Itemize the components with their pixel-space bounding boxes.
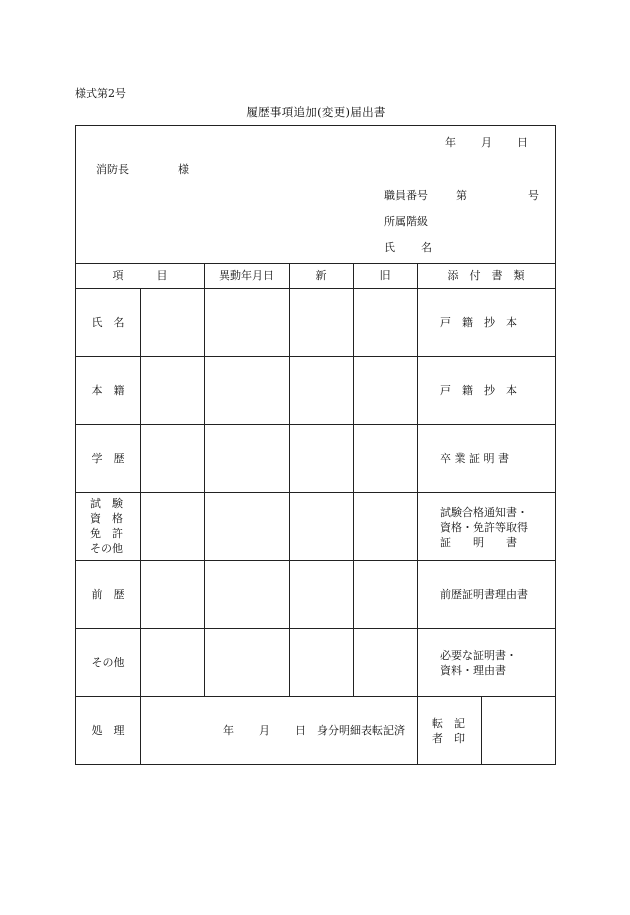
rule-col-item-split [140,288,141,764]
staff-number-prefix: 第 [456,189,467,202]
recorder-line: 者 印 [432,732,465,745]
rule-col-date [204,263,205,696]
rule-row-5 [76,628,555,629]
rule-col-old [353,263,354,696]
attachment-line: 必要な証明書・ [440,649,517,662]
row-item-label: 本 籍 [91,384,125,397]
attachment-text: 戸 籍 抄 本 [440,316,517,329]
recorder-seal-box[interactable] [482,697,555,764]
item-line: 試 験 [90,497,123,510]
row-item-label-multiline [90,496,126,556]
date-month-label: 月 [481,136,492,149]
rank-label: 所属階級 [384,215,428,228]
rule-row-4 [76,560,555,561]
processing-day: 日 [295,724,306,737]
rule-row-3 [76,492,555,493]
form-table [75,125,556,765]
staff-number-label: 職員番号 [384,189,428,202]
row-attachment [440,453,534,464]
rule-row-1 [76,356,555,357]
row-item-label: 氏 名 [91,316,125,329]
recorder-line: 転 記 [432,717,465,730]
attachment-line: 資料・理由書 [440,664,506,677]
row-item-label: 前 歴 [91,588,125,601]
date-day-label: 日 [517,136,528,149]
column-attachments: 添 付 書 類 [447,269,525,282]
name-label-a: 氏 [384,241,395,254]
addressee-office: 消防長 [96,163,129,176]
attachment-line: 資格・免許等取得 [440,520,528,534]
column-old: 旧 [379,269,391,282]
row-item-label: その他 [91,656,125,669]
rule-row-2 [76,424,555,425]
row-item-label: 学 歴 [91,452,125,465]
attachment-text: 卒 業 証 明 書 [440,452,509,465]
row-attachment-multiline [440,504,536,550]
rule-col-attachments [417,263,418,764]
rule-column-head-bottom [76,288,555,289]
column-item: 項 目 [112,269,168,282]
row-attachment [440,317,534,328]
rule-col-new [289,263,290,696]
addressee-honorific: 様 [178,163,189,176]
processing-label: 処 理 [91,724,125,737]
attachment-line: 試験合格通知書・ [440,505,528,519]
item-line: 免 許 [90,527,123,540]
row-attachment [440,385,534,396]
row-attachment [440,589,540,600]
staff-number-suffix: 号 [528,189,539,202]
form-number: 様式第2号 [75,87,126,100]
processing-year: 年 [223,724,234,737]
transcribed-label: 身分明細表転記済 [317,724,405,737]
processing-month: 月 [259,724,270,737]
item-line: 資 格 [90,512,123,525]
item-line: その他 [90,542,123,555]
row-attachment-multiline [440,646,536,680]
attachment-text: 前歴証明書理由書 [440,588,528,601]
column-change-date: 異動年月日 [219,269,274,282]
attachment-text: 戸 籍 抄 本 [440,384,517,397]
name-label-b: 名 [421,241,432,254]
form-title: 履歴事項追加(変更)届出書 [246,105,386,119]
recorder-seal-label [432,715,468,747]
attachment-line: 証 明 書 [440,535,517,549]
rule-header-bottom [76,263,555,264]
column-new: 新 [315,269,327,282]
date-year-label: 年 [445,136,456,149]
